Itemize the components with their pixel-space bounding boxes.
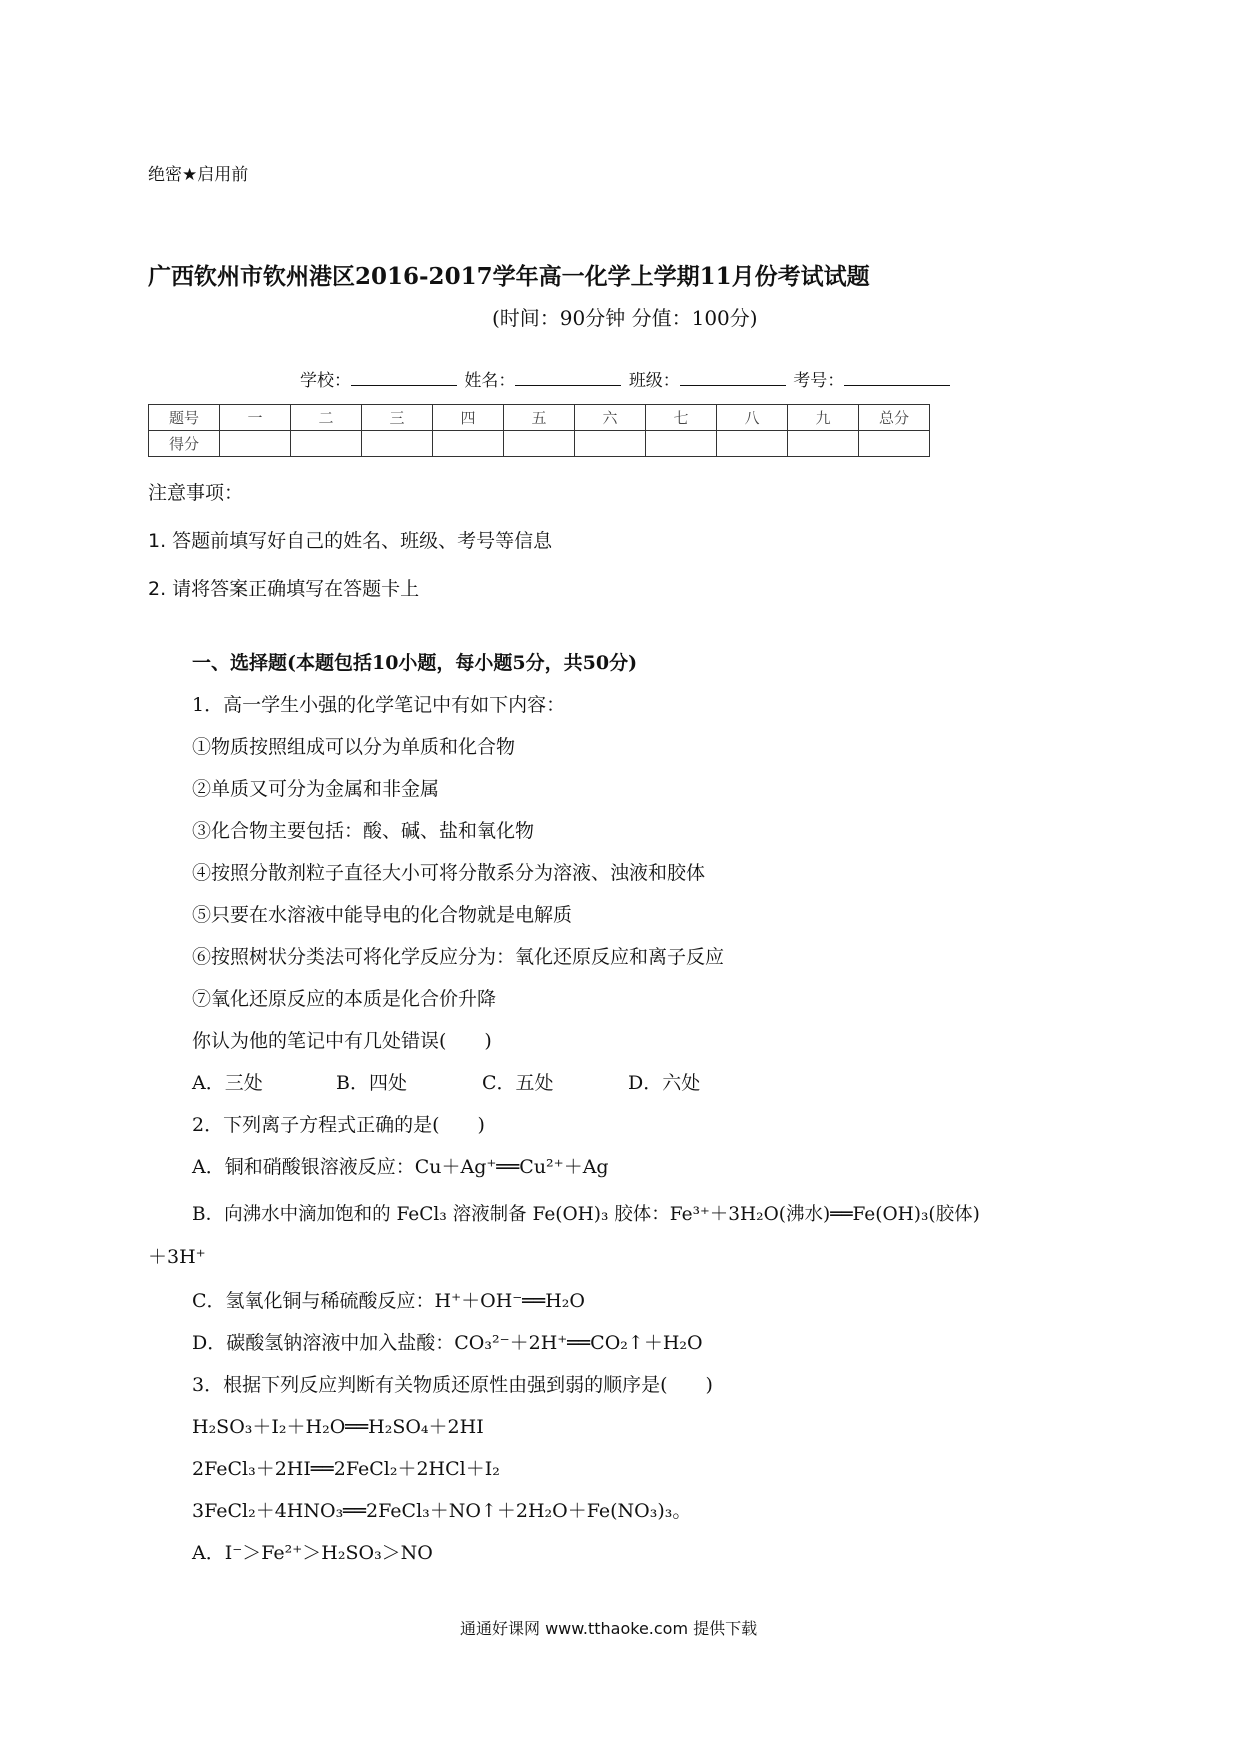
exam-title: 广西钦州市钦州港区2016-2017学年高一化学上学期11月份考试试题 bbox=[148, 263, 870, 290]
exam-no-label: 考号： bbox=[793, 371, 845, 391]
class-label: 班级： bbox=[628, 371, 680, 391]
score-cell bbox=[504, 431, 575, 457]
class-blank bbox=[680, 369, 786, 386]
statement: ①物质按照组成可以分为单质和化合物 bbox=[192, 736, 516, 758]
score-cell bbox=[788, 431, 859, 457]
score-cell bbox=[859, 431, 930, 457]
question-1-stem: 1．高一学生小强的化学笔记中有如下内容： bbox=[192, 694, 566, 716]
question-2-stem: 2．下列离子方程式正确的是( ) bbox=[192, 1114, 485, 1136]
table-cell: 得分 bbox=[149, 431, 220, 457]
table-cell: 七 bbox=[646, 405, 717, 431]
score-cell bbox=[646, 431, 717, 457]
exam-subtitle: (时间：90分钟 分值：100分) bbox=[492, 306, 758, 330]
statement: ③化合物主要包括：酸、碱、盐和氧化物 bbox=[192, 820, 535, 842]
reaction: 2FeCl₃＋2HI══2FeCl₂＋2HCl＋I₂ bbox=[192, 1458, 500, 1480]
option-c: C．五处 bbox=[482, 1072, 554, 1094]
name-label: 姓名： bbox=[464, 371, 516, 391]
score-table-score-row bbox=[149, 431, 930, 457]
notes-title: 注意事项： bbox=[148, 482, 244, 504]
table-cell: 四 bbox=[433, 405, 504, 431]
confidential-label: 绝密★启用前 bbox=[148, 165, 249, 185]
name-blank bbox=[515, 369, 621, 386]
table-cell: 六 bbox=[575, 405, 646, 431]
statement: ⑦氧化还原反应的本质是化合价升降 bbox=[192, 988, 497, 1010]
question-1-prompt: 你认为他的笔记中有几处错误( ) bbox=[192, 1030, 492, 1052]
reaction: H₂SO₃＋I₂＋H₂O══H₂SO₄＋2HI bbox=[192, 1416, 484, 1438]
statement: ②单质又可分为金属和非金属 bbox=[192, 778, 440, 800]
option-b-continuation: ＋3H⁺ bbox=[148, 1246, 206, 1268]
table-cell: 三 bbox=[362, 405, 433, 431]
option-d: D．碳酸氢钠溶液中加入盐酸：CO₃²⁻＋2H⁺══CO₂↑＋H₂O bbox=[192, 1332, 703, 1354]
question-3-stem: 3．根据下列反应判断有关物质还原性由强到弱的顺序是( ) bbox=[192, 1374, 713, 1396]
table-cell: 八 bbox=[717, 405, 788, 431]
score-table-header-row bbox=[149, 405, 930, 431]
option-a: A．I⁻＞Fe²⁺＞H₂SO₃＞NO bbox=[192, 1542, 433, 1564]
footer-source: 通通好课网 www.tthaoke.com 提供下载 bbox=[460, 1619, 758, 1638]
score-table bbox=[148, 404, 930, 457]
table-cell: 一 bbox=[220, 405, 291, 431]
option-c: C．氢氧化铜与稀硫酸反应：H⁺＋OH⁻══H₂O bbox=[192, 1290, 585, 1312]
score-cell bbox=[433, 431, 504, 457]
table-cell: 二 bbox=[291, 405, 362, 431]
score-cell bbox=[220, 431, 291, 457]
statement: ⑤只要在水溶液中能导电的化合物就是电解质 bbox=[192, 904, 573, 926]
score-cell bbox=[717, 431, 788, 457]
score-cell bbox=[575, 431, 646, 457]
note-item: 2. 请将答案正确填写在答题卡上 bbox=[148, 578, 420, 600]
statement: ④按照分散剂粒子直径大小可将分散系分为溶液、浊液和胶体 bbox=[192, 862, 706, 884]
option-b: B．向沸水中滴加饱和的 FeCl₃ 溶液制备 Fe(OH)₃ 胶体：Fe³⁺＋3H₂O(沸水)══Fe(OH)₃(胶体) bbox=[192, 1204, 980, 1225]
school-blank bbox=[351, 369, 457, 386]
score-cell bbox=[362, 431, 433, 457]
section-title: 一、选择题(本题包括10小题，每小题5分，共50分) bbox=[192, 652, 638, 674]
table-cell: 总分 bbox=[859, 405, 930, 431]
option-a: A．铜和硝酸银溶液反应：Cu＋Ag⁺══Cu²⁺＋Ag bbox=[192, 1156, 609, 1178]
student-info-line bbox=[300, 366, 952, 391]
score-cell bbox=[291, 431, 362, 457]
exam-no-blank bbox=[844, 369, 950, 386]
option-b: B．四处 bbox=[336, 1072, 407, 1094]
table-cell: 五 bbox=[504, 405, 575, 431]
statement: ⑥按照树状分类法可将化学反应分为：氧化还原反应和离子反应 bbox=[192, 946, 725, 968]
option-d: D．六处 bbox=[628, 1072, 701, 1094]
school-label: 学校： bbox=[300, 371, 351, 391]
reaction: 3FeCl₂＋4HNO₃══2FeCl₃＋NO↑＋2H₂O＋Fe(NO₃)₃。 bbox=[192, 1500, 692, 1522]
table-cell: 九 bbox=[788, 405, 859, 431]
option-a: A．三处 bbox=[192, 1072, 263, 1094]
table-cell: 题号 bbox=[149, 405, 220, 431]
note-item: 1. 答题前填写好自己的姓名、班级、考号等信息 bbox=[148, 530, 553, 552]
